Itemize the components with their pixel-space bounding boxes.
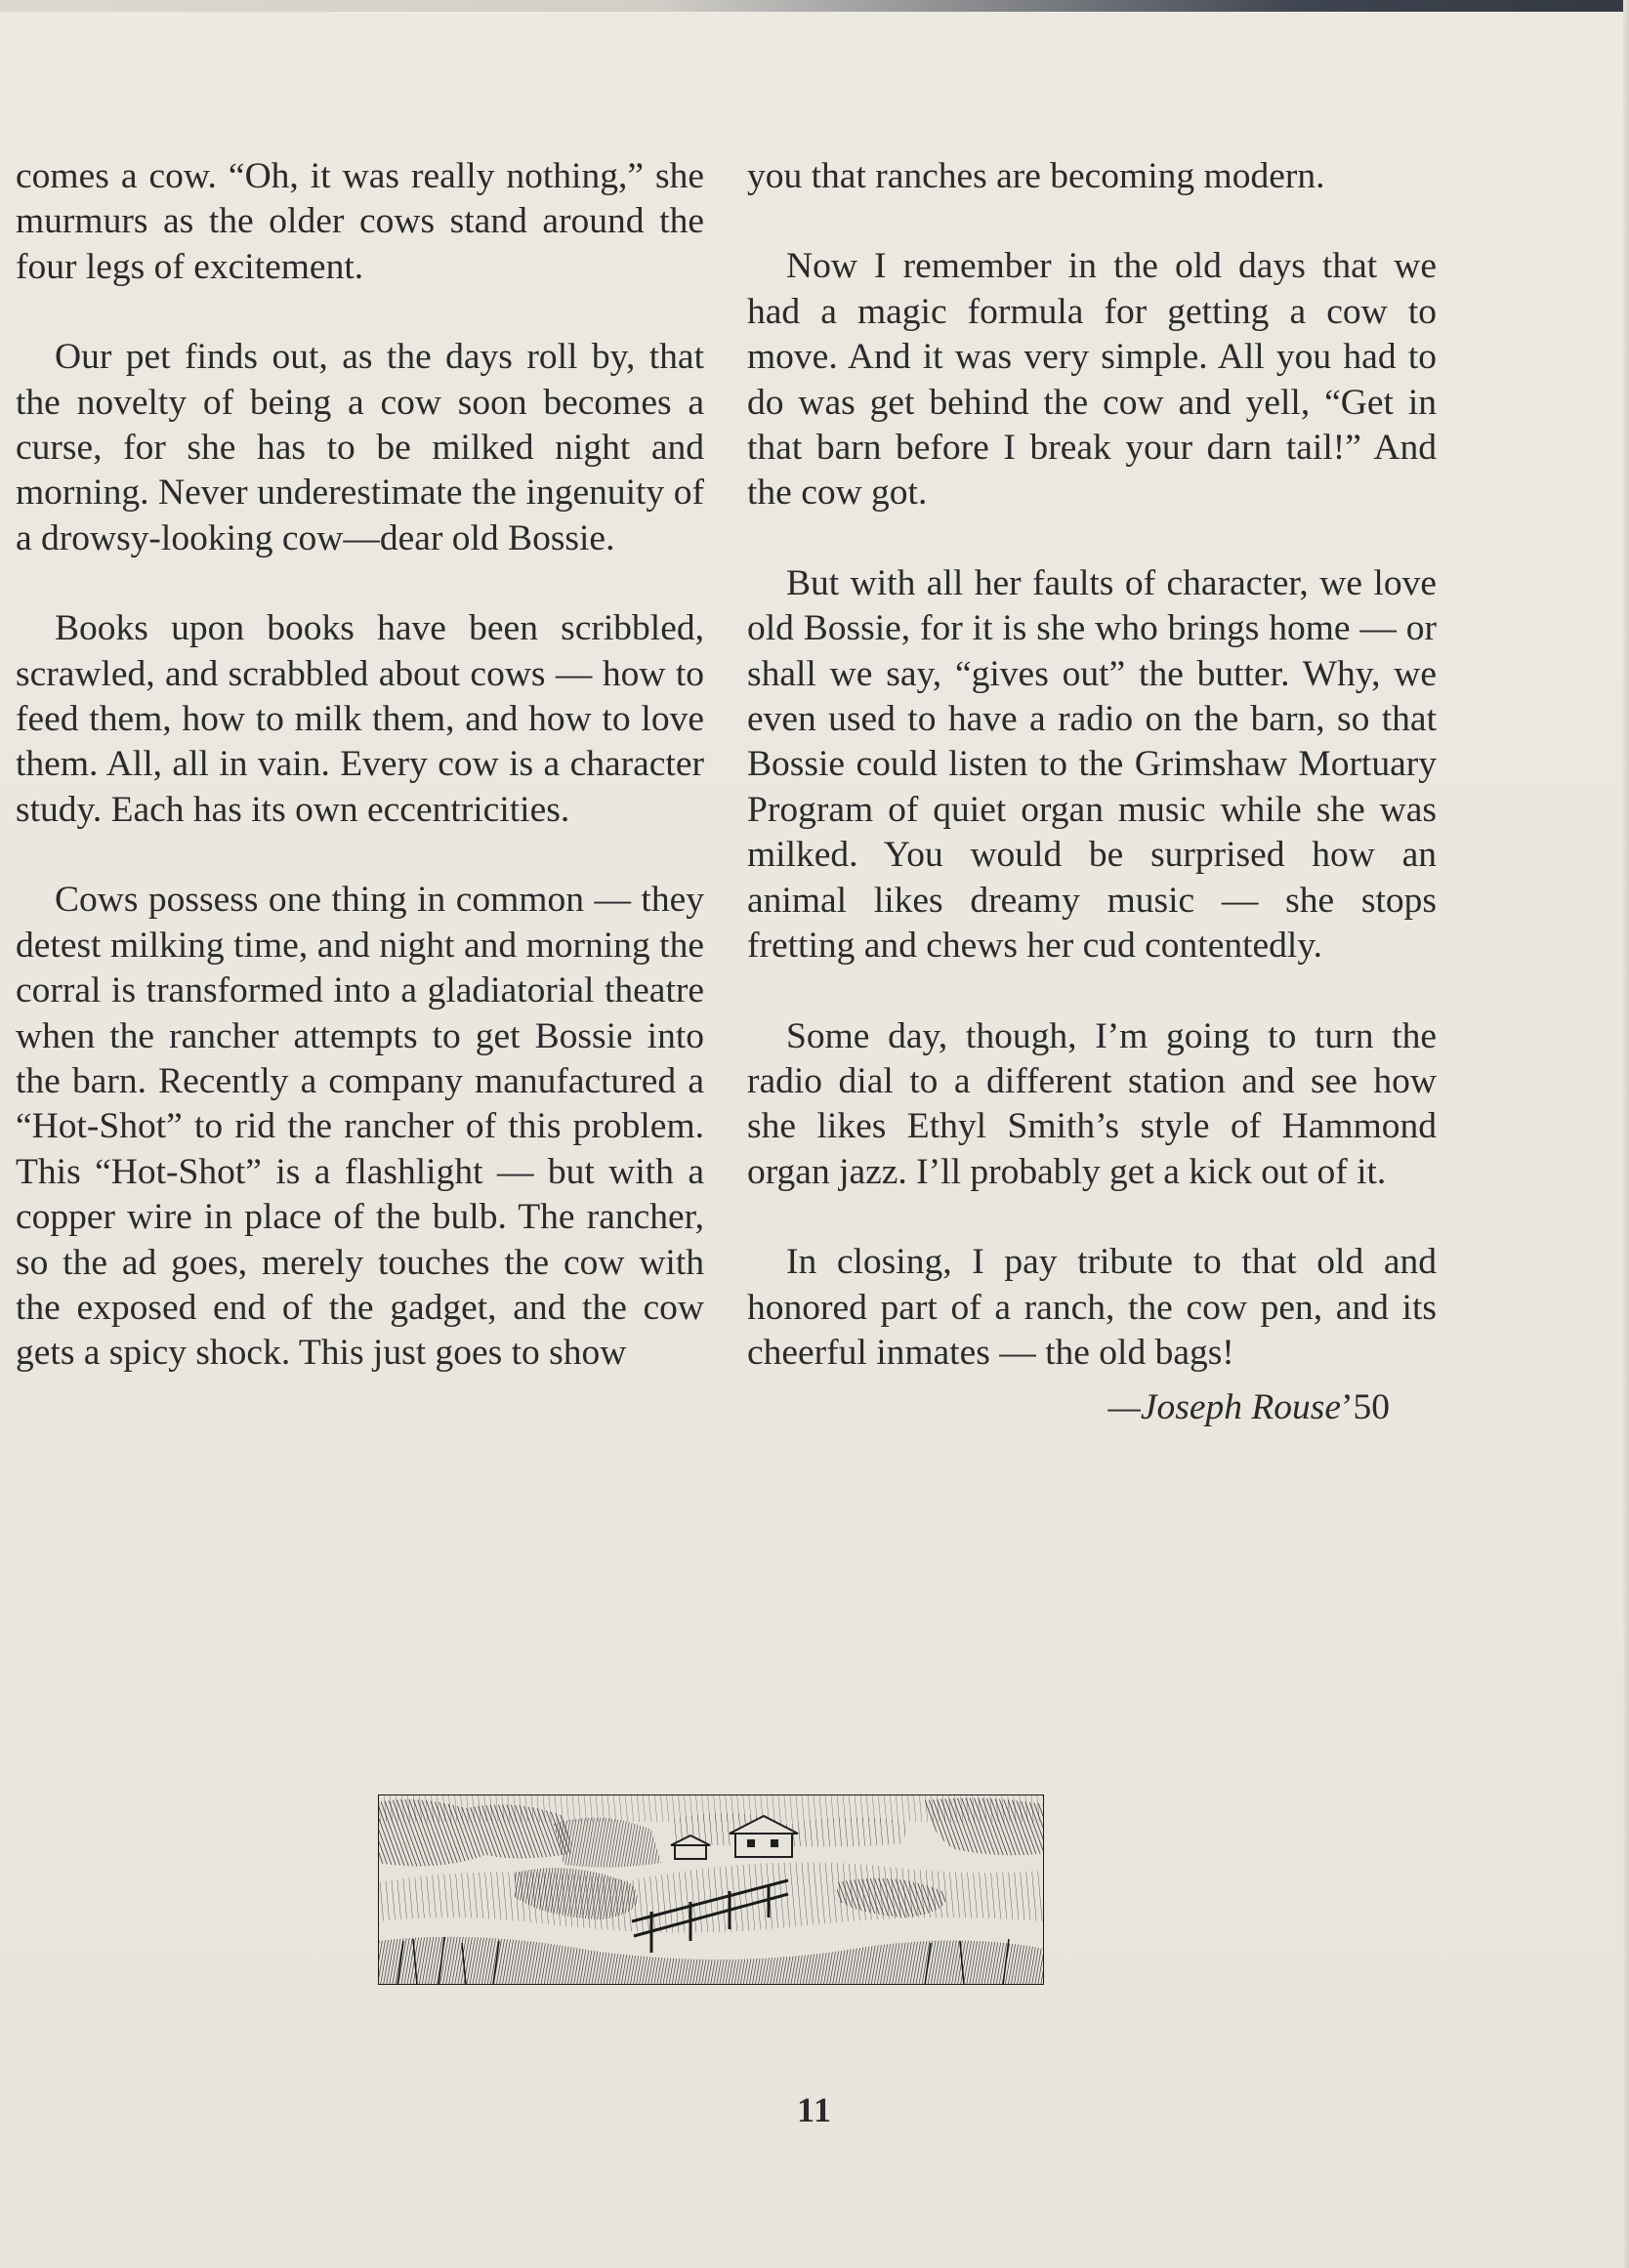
- paragraph: But with all her faults of character, we love old Bossie, for it is she who brings home — or shall we say, “gives out” the butter. Why, we even used to have a radio on the barn, so that Bossie could listen to the Grimshaw Mortuary Program of quiet organ music while she was milked. You would be surprised how an animal likes dreamy music — she stops fretting and chews her cud contentedly.: [747, 562, 1437, 967]
- paragraph: Some day, though, I’m going to turn the radio dial to a different station and see how she likes Ethyl Smith’s style of Hammond organ jazz. I’ll probably get a kick out of it.: [747, 1015, 1437, 1192]
- paragraph: you that ranches are becoming modern.: [747, 156, 1325, 196]
- farm-landscape-engraving-icon: [378, 1794, 1044, 1985]
- page-top-edge: [0, 0, 1629, 12]
- left-column: [16, 154, 704, 1377]
- paragraph: Now I remember in the old days that we had a magic formula for getting a cow to move. And it was very simple. All you had to do was get behind the cow and yell, “Get in that barn before I break your darn tail!” And the cow got.: [747, 246, 1437, 514]
- author-year: ’50: [1341, 1387, 1390, 1428]
- right-column: [747, 154, 1437, 1431]
- paragraph: Cows possess one thing in common — they detest milking time, and night and morning the corral is transformed into a gladiatorial theatre when the rancher attempts to get Bossie into the barn. Recently a company manufactured a “Hot-Shot” to rid the rancher of this problem. This “Hot-Shot” is a flashlight — but with a copper wire in place of the bulb. The rancher, so the ad goes, merely touches the cow with the exposed end of the gadget, and the cow gets a spicy shock. This just goes to show: [16, 880, 704, 1374]
- page-right-edge: [1623, 0, 1629, 2268]
- author-signature: [747, 1385, 1437, 1430]
- author-name: —Joseph Rouse: [1107, 1387, 1341, 1428]
- paragraph: Books upon books have been scribbled, scrawled, and scrabbled about cows — how to feed them, how to milk them, and how to love them. All, all in vain. Every cow is a character study. Each has its own eccentricities.: [16, 608, 704, 830]
- paragraph: Our pet finds out, as the days roll by, that the novelty of being a cow soon becomes a curse, for she has to be milked night and morning. Never underestimate the ingenuity of a drowsy-looking cow—dear old Bossie.: [16, 337, 704, 558]
- paragraph: comes a cow. “Oh, it was really nothing,” she murmurs as the older cows stand around the four legs of excitement.: [16, 156, 704, 287]
- page-number: 11: [796, 2090, 832, 2129]
- paragraph: In closing, I pay tribute to that old and honored part of a ranch, the cow pen, and its cheerful inmates — the old bags!: [747, 1242, 1437, 1373]
